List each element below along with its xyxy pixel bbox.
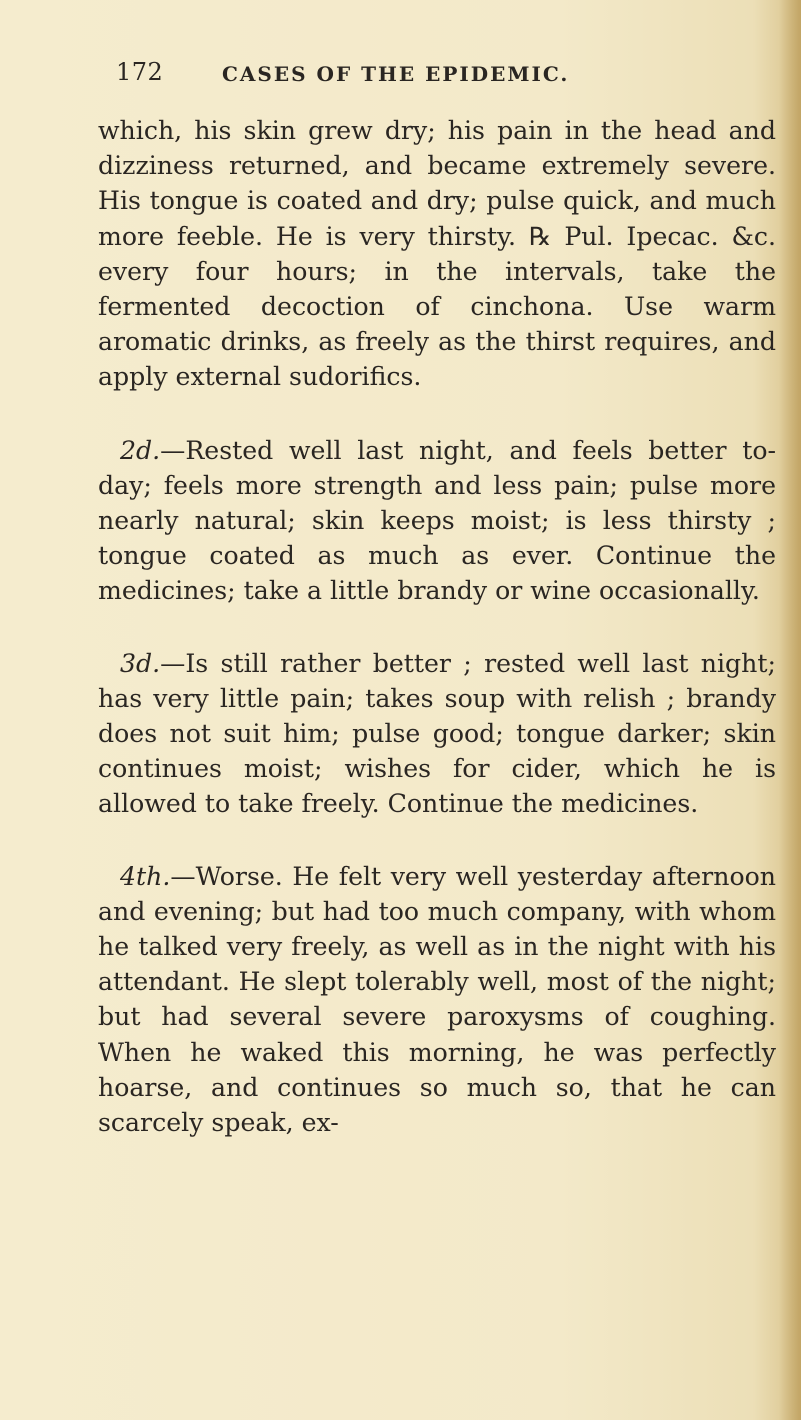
running-head: CASES OF THE EPIDEMIC. bbox=[222, 62, 570, 86]
page-edge-shadow bbox=[779, 0, 801, 1420]
paragraph-day-4 bbox=[98, 859, 776, 1141]
entry-date: 4th. bbox=[120, 861, 171, 891]
entry-date: 3d. bbox=[120, 648, 161, 678]
entry-date: 2d. bbox=[120, 435, 161, 465]
paragraph-day-2 bbox=[98, 433, 776, 609]
paragraph-text: which, his skin grew dry; his pain in the head and dizziness returned, and became extremely severe. His tongue is coated and dry; pulse quick, and much more feeble. He is very thirsty. ℞ Pul. Ipecac. &c. every four hours; in the intervals, take the fermented decoction of cinchona. Use warm aromatic drinks, as freely as the thirst requires, and apply external sudorifics. bbox=[98, 116, 776, 392]
paragraph-day-3 bbox=[98, 646, 776, 822]
page-number: 172 bbox=[116, 58, 164, 86]
paragraph-text: —Rested well last night, and feels better to-day; feels more strength and less pain; pulse more nearly natural; skin keeps moist; is less thirsty ; tongue coated as much as ever. Continue the medicines; take a little brandy or wine occasionally. bbox=[98, 435, 776, 606]
page-header bbox=[0, 52, 801, 92]
paragraph-text: —Worse. He felt very well yesterday afternoon and evening; but had too much company, with whom he talked very freely, as well as in the night with his attendant. He slept tolerably well, most of the night; but had several severe paroxysms of coughing. When he waked this morning, he was perfectly hoarse, and continues so much so, that he can scarcely speak, ex- bbox=[98, 861, 776, 1138]
paragraph-text: —Is still rather better ; rested well last night; has very little pain; takes soup with relish ; brandy does not suit him; pulse good; tongue darker; skin continues moist; wishes for cider, which he is allowed to take freely. Continue the medicines. bbox=[98, 648, 776, 819]
paragraph-continuation bbox=[98, 113, 776, 395]
body-text bbox=[98, 113, 776, 1177]
